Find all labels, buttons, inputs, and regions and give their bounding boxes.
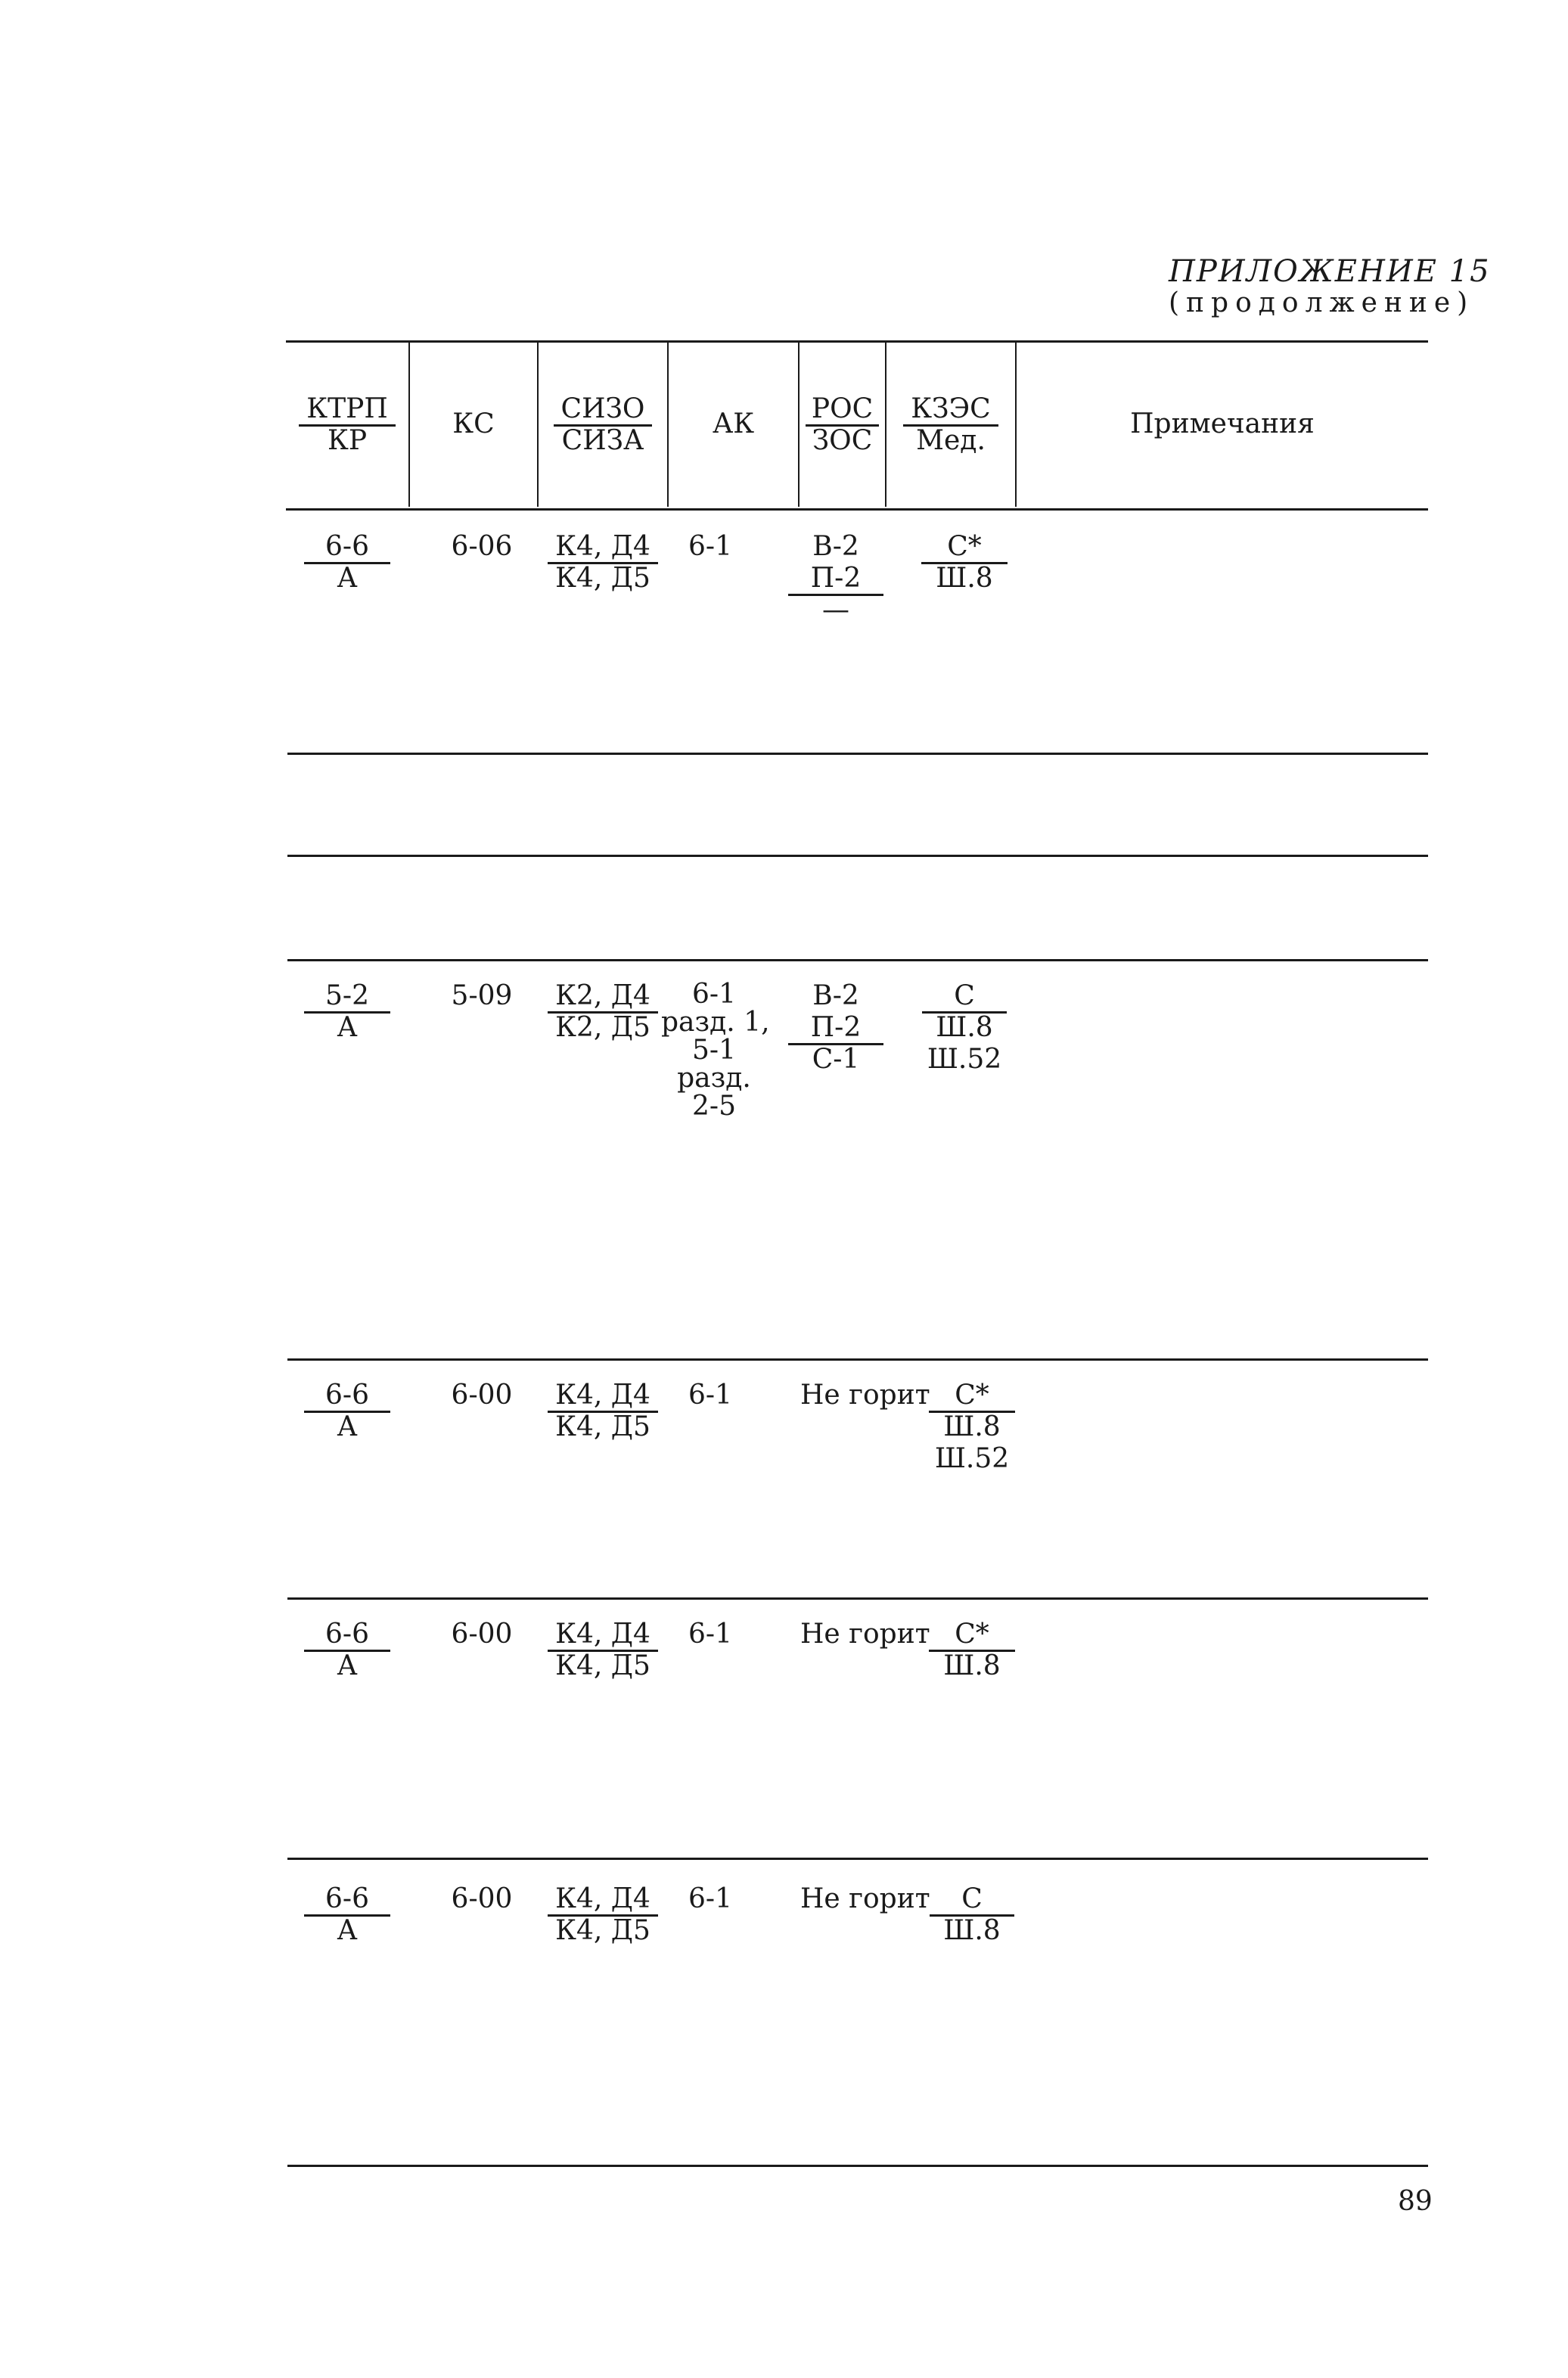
cell-kzes-med: С* Ш.8 (900, 531, 1029, 594)
table-top-rule (286, 340, 1428, 343)
cell-kzes-med: С* Ш.8 Ш.52 (908, 1380, 1036, 1475)
cell-ak: 6-1 (688, 1619, 732, 1650)
row-rule (287, 1858, 1428, 1860)
cell-ros-plain: Не горит (800, 1883, 930, 1914)
col-header-sizo: СИЗО (554, 393, 653, 427)
cell-kzes-med: С* Ш.8 (908, 1619, 1036, 1682)
table-header-rule (286, 508, 1428, 511)
col-header-kr: КР (327, 425, 368, 456)
page-number: 89 (1398, 2186, 1433, 2217)
row-rule (287, 753, 1428, 755)
appendix-title: ПРИЛОЖЕНИЕ 15 (1169, 254, 1491, 289)
cell-ak: 6-1 (688, 1883, 732, 1914)
col-header-kzes: КЗЭС (903, 393, 998, 427)
col-header-ak: АК (712, 408, 755, 439)
cell-ros-zos: В-2 П-2 — (764, 531, 908, 626)
cell-ros-plain: Не горит (800, 1619, 930, 1650)
cell-ktrp-kr: 5-2 А (287, 980, 407, 1044)
col-header-notes: Примечания (1130, 408, 1315, 439)
col-header-ros-zos (800, 393, 885, 457)
col-header-siza: СИЗА (561, 425, 644, 456)
cell-sizo-siza: К4, Д4 К4, Д5 (539, 1883, 667, 1947)
cell-ks: 6-00 (451, 1619, 513, 1650)
appendix-subtitle: (продолжение) (1169, 287, 1475, 318)
col-header-kzes-med (886, 393, 1015, 457)
row-rule (287, 855, 1428, 857)
cell-sizo-siza: К4, Д4 К4, Д5 (539, 1619, 667, 1682)
cell-kzes-med: С Ш.8 (908, 1883, 1036, 1947)
cell-sizo-siza: К4, Д4 К4, Д5 (539, 531, 667, 594)
cell-ks: 6-00 (451, 1380, 513, 1411)
col-header-ktrp: КТРП (299, 393, 396, 427)
col-header-med: Мед. (916, 425, 986, 456)
cell-ak: 6-1 (688, 1380, 732, 1411)
row-rule (287, 1358, 1428, 1361)
cell-ktrp-kr: 6-6 А (287, 1380, 407, 1443)
cell-ktrp-kr: 6-6 А (287, 1883, 407, 1947)
cell-ks: 6-00 (451, 1883, 513, 1914)
cell-ros-zos: В-2 П-2 С-1 (764, 980, 908, 1076)
col-header-ks: КС (452, 408, 495, 439)
row-rule (287, 959, 1428, 961)
cell-ros-plain: Не горит (800, 1380, 930, 1411)
col-header-ros: РОС (806, 393, 879, 427)
cell-sizo-siza: К4, Д4 К4, Д5 (539, 1380, 667, 1443)
cell-ks: 6-06 (451, 531, 513, 562)
row-rule (287, 1597, 1428, 1600)
cell-ak: 6-1 разд. 1, 5-1 разд. 2-5 (661, 979, 770, 1122)
cell-ktrp-kr: 6-6 А (287, 1619, 407, 1682)
cell-ktrp-kr: 6-6 А (287, 531, 407, 594)
col-header-zos: ЗОС (812, 425, 873, 456)
cell-sizo-siza: К2, Д4 К2, Д5 (539, 980, 667, 1044)
cell-ak: 6-1 (688, 531, 732, 562)
table-bottom-rule (287, 2165, 1428, 2167)
col-header-ktrp-kr (287, 393, 407, 457)
col-header-sizo-siza (539, 393, 667, 457)
cell-kzes-med: С Ш.8 Ш.52 (900, 980, 1029, 1076)
cell-ks: 5-09 (451, 980, 513, 1011)
